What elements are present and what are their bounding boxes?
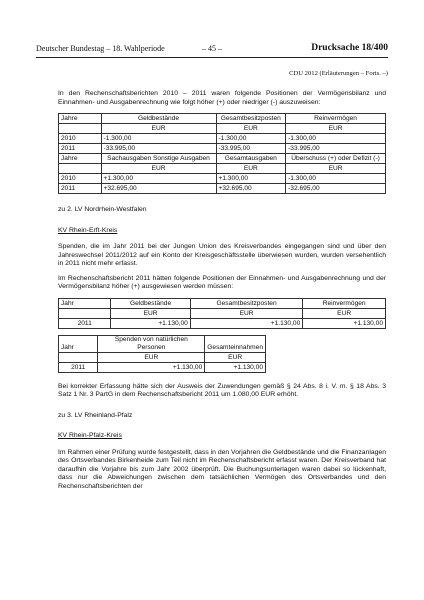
table-cell <box>59 308 111 318</box>
table-cell: +1.130,00 <box>111 318 191 328</box>
table-row <box>59 134 386 144</box>
table-balance-2011 <box>58 298 386 329</box>
table-cell: EUR <box>216 164 286 174</box>
table-cell: EUR <box>205 352 266 362</box>
table-cell: +1.130,00 <box>303 318 386 328</box>
table-row <box>59 144 386 154</box>
table-header-cell: Reinvermögen <box>286 114 386 124</box>
table-cell: -1.300,00 <box>286 134 386 144</box>
table-header-cell: Jahr <box>59 298 111 308</box>
table-row <box>59 362 266 372</box>
table-cell: EUR <box>101 164 216 174</box>
table-cell: -1.300,00 <box>286 174 386 184</box>
table-header-cell: Jahre <box>59 114 102 124</box>
table-unit-row <box>59 164 386 174</box>
table-header-cell: Spenden von natürlichen Personen <box>98 335 205 352</box>
table-cell: +1.130,00 <box>98 362 205 372</box>
table-cell: EUR <box>216 124 286 134</box>
paragraph-donations: Spenden, die im Jahr 2011 bei der Jungen Union des Kreisverbandes eingegangen sind und über den Jahreswechsel 2011/2012 auf ein Konto der Kreisgeschäftsstelle überwiesen wurden, wurden versehentlich in 2011 nicht mehr erfasst. <box>58 243 386 267</box>
table-header-row <box>59 335 266 352</box>
table-row <box>59 174 386 184</box>
header-publication: Deutscher Bundestag – 18. Wahlperiode <box>36 44 165 53</box>
paragraph-correction: Bei korrekter Erfassung hätte sich der Ausweis der Zuwendungen gemäß § 24 Abs. 8 i. V. m. § 18 Abs. 3 Satz 1 Nr. 3 PartG in dem Rechenschaftsbericht 2011 um 1.080,00 EUR erhöht. <box>58 382 386 398</box>
table-cell: 2011 <box>59 318 111 328</box>
table-income-2011 <box>58 335 266 373</box>
subsection-heading-rhein-erft: KV Rhein-Erft-Kreis <box>58 226 118 234</box>
table-cell: EUR <box>111 308 191 318</box>
table-row <box>59 318 386 328</box>
table-cell: EUR <box>101 124 216 134</box>
table-cell: 2011 <box>59 362 98 372</box>
table-cell: EUR <box>286 164 386 174</box>
table-header-cell: Geldbestände <box>111 298 191 308</box>
table-header-row <box>59 114 386 124</box>
table-unit-row <box>59 124 386 134</box>
table-cell: -1.300,00 <box>101 134 216 144</box>
table-cell: +32.695,00 <box>101 184 216 194</box>
table-cell: -33.995,00 <box>101 144 216 154</box>
table-header-cell: Geldbestände <box>101 114 216 124</box>
section-heading-nrw: zu 2. LV Nordrhein-Westfalen <box>58 206 147 213</box>
intro-paragraph: In den Rechenschaftsberichten 2010 – 2011 waren folgende Positionen der Vermögensbilanz und Einnahmen- und Ausgabenrechnung wie folgt höher (+) oder niedriger (-) auszuweisen: <box>58 90 386 106</box>
table-cell: 2011 <box>59 184 102 194</box>
table-header-cell: Gesamtausgaben <box>216 154 286 164</box>
table-row <box>59 184 386 194</box>
table-header-cell: Gesamteinnahmen <box>205 335 266 352</box>
section-reference: CDU 2012 (Erläuterungen – Forts. –) <box>289 70 388 77</box>
table-cell: +1.300,00 <box>101 174 216 184</box>
paragraph-positions: Im Rechenschaftsbericht 2011 hätten folgende Positionen der Einnahmen- und Ausgabenrechnung und der Vermögensbilanz höher (+) ausgewiesen werden müssen: <box>58 274 386 290</box>
header-rule <box>36 57 388 58</box>
table-header-cell: Jahre <box>59 154 102 164</box>
table-header-cell: Gesamtbesitzposten <box>190 298 302 308</box>
table-cell: -33.995,00 <box>216 144 286 154</box>
table-cell: EUR <box>98 352 205 362</box>
table-balance-2010-2011 <box>58 113 386 194</box>
table-cell: -32.695,00 <box>286 184 386 194</box>
table-cell: +1.130,00 <box>190 318 302 328</box>
table-cell: 2011 <box>59 144 102 154</box>
table-cell <box>59 124 102 134</box>
table-header-cell: Jahr <box>59 335 98 352</box>
table-cell: -33.995,00 <box>286 144 386 154</box>
table-cell: 2010 <box>59 174 102 184</box>
table-cell: EUR <box>286 124 386 134</box>
section-heading-rlp: zu 3. LV Rheinland-Pfalz <box>58 411 133 419</box>
table-header-row <box>59 298 386 308</box>
table-header-row <box>59 154 386 164</box>
subsection-heading-rhein-pfalz: KV Rhein-Pfalz-Kreis <box>58 432 122 439</box>
table-unit-row <box>59 308 386 318</box>
page-content <box>58 90 386 497</box>
table-cell: +1.300,00 <box>216 174 286 184</box>
table-cell: EUR <box>303 308 386 318</box>
header-page-number: – 45 – <box>202 44 222 53</box>
table-cell: +1.130,00 <box>205 362 266 372</box>
table-header-cell: Gesamtbesitzposten <box>216 114 286 124</box>
table-cell <box>59 352 98 362</box>
table-header-cell: Überschuss (+) oder Defizit (-) <box>286 154 386 164</box>
table-header-cell: Reinvermögen <box>303 298 386 308</box>
table-cell <box>59 164 102 174</box>
paragraph-audit: Im Rahmen einer Prüfung wurde festgestellt, dass in den Vorjahren die Geldbestände und die Finanzanlagen des Ortsverbandes Birkenheide zum Teil nicht im Rechenschaftsbericht erfasst waren. Der Kreisverband hat daraufhin die Vorjahre bis zum Jahr 2002 überprüft. Die Buchungsunterlagen waren dabei so lückenhaft, dass nur die Abweichungen zwischen dem tatsächlichen Vermögen des Ortsverbandes und den Rechenschaftsberichten der <box>58 448 386 490</box>
table-cell: EUR <box>190 308 302 318</box>
page-header <box>36 44 388 56</box>
table-cell: +32.695,00 <box>216 184 286 194</box>
table-header-cell: Sachausgaben Sonstige Ausgaben <box>101 154 216 164</box>
table-cell: 2010 <box>59 134 102 144</box>
table-unit-row <box>59 352 266 362</box>
header-document-number: Drucksache 18/400 <box>311 43 388 53</box>
table-cell: -1.300,00 <box>216 134 286 144</box>
